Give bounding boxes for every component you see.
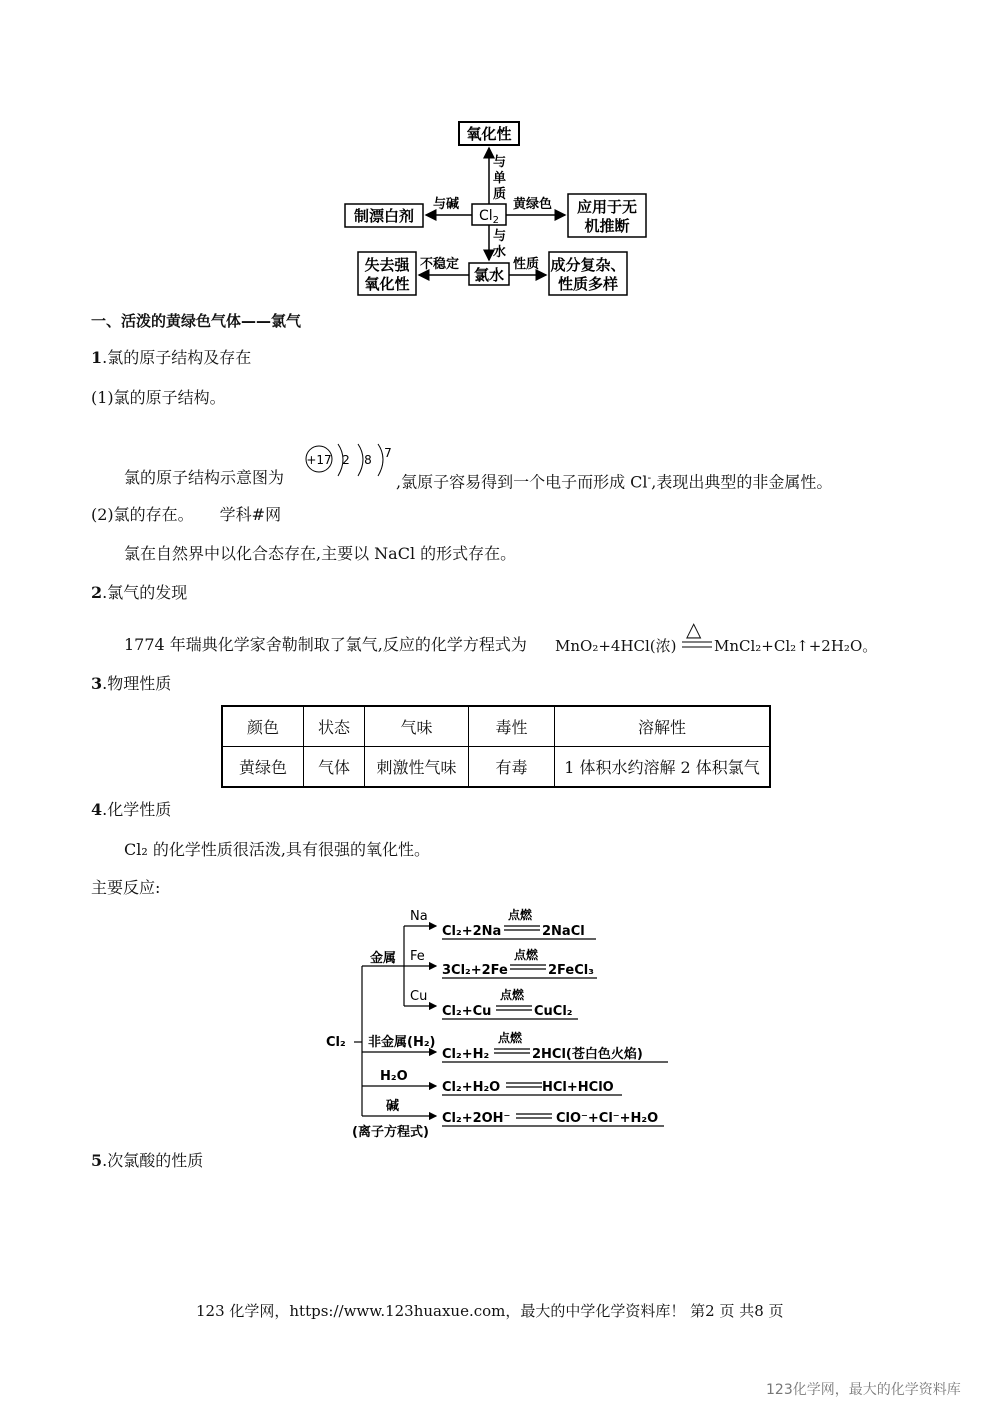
tree-metal: 金属 [370,951,397,966]
th-solubility: 溶解性 [555,706,771,747]
s1-title-text: .氯的原子结构及存在 [102,348,252,367]
physical-properties-table [221,705,771,788]
edge-right: 黄绿色 [513,197,553,212]
box-inference-line2: 机推断 [584,217,630,235]
td-toxicity: 有毒 [469,747,555,788]
s2-num: 2 [91,583,103,602]
td-color: 黄绿色 [222,747,304,788]
edge-bottom-2: 水 [493,245,507,260]
edge-bottom-1: 与 [493,229,507,244]
s3-title-text: .物理性质 [102,674,172,693]
edge-bottom-left: 不稳定 [420,257,460,272]
atom-diagram [302,440,394,482]
atom-nucleus: +17 [306,453,332,467]
atom-charge: - [647,471,652,484]
s2-eq-sign [682,640,712,650]
tree-root: Cl₂ [326,1035,346,1050]
th-state: 状态 [304,706,365,747]
r2-left: 3Cl₂+2Fe [442,963,508,978]
box-lose-line2: 氧化性 [364,275,410,293]
edge-top-3: 质 [493,187,507,202]
s1-num: 1 [91,348,103,367]
edge-bottom-right: 性质 [513,257,540,272]
r5-right: HCl+HClO [542,1080,614,1095]
edge-top-2: 单 [493,171,507,186]
edge-top-1: 与 [493,155,507,170]
atom-end: ,表现出典型的非金属性。 [651,472,833,492]
watermark: 123化学网，最大的化学资料库 [766,1382,961,1398]
s2-eq-left: MnO₂+4HCl(浓) [555,637,677,655]
th-odor: 气味 [365,706,469,747]
s1-sub2-note: 学科#网 [219,505,282,524]
reaction-tree [320,900,680,1145]
r4-right: 2HCl(苍白色火焰) [532,1047,643,1062]
r1-left: Cl₂+2Na [442,924,502,939]
tree-fe: Fe [410,949,425,964]
r3-left: Cl₂+Cu [442,1004,492,1019]
box-lose-line1: 失去强 [364,256,410,274]
r3-right: CuCl₂ [534,1004,573,1019]
r1-cond: 点燃 [508,908,533,922]
r2-right: 2FeCl₃ [548,963,594,978]
atom-shell-2: 8 [364,453,372,467]
box-oxidizing-label: 氧化性 [466,125,512,143]
td-solubility: 1 体积水约溶解 2 体积氯气 [555,747,771,788]
r5-left: Cl₂+H₂O [442,1080,501,1095]
concept-map [330,115,670,300]
tree-ionic: (离子方程式) [352,1125,429,1140]
atom-prefix: 氯的原子结构示意图为 [124,468,285,487]
s1-sub1: (1)氯的原子结构。 [91,388,226,407]
tree-nonmetal: 非金属(H₂) [368,1035,436,1050]
th-color: 颜色 [222,706,304,747]
tree-cu: Cu [410,989,428,1004]
s1-exist: 氯在自然界中以化合态存在,主要以 NaCl 的形式存在。 [124,544,517,563]
box-complex-line1: 成分复杂、 [550,256,626,274]
s4-title-text: .化学性质 [102,800,172,819]
s2-text: 1774 年瑞典化学家舍勒制取了氯气,反应的化学方程式为 [124,635,527,654]
s2-eq-right [714,636,877,656]
r6-left: Cl₂+2OH⁻ [442,1111,511,1126]
r1-right: 2NaCl [542,924,585,939]
atom-suffix [396,468,832,492]
box-chlorine-water-label: 氯水 [473,266,505,284]
s4-title [91,800,171,820]
tree-h2o: H₂O [380,1069,408,1084]
r2-cond: 点燃 [514,948,539,962]
s3-title [91,674,171,694]
tree-na: Na [410,909,428,924]
s1-sub2-text: (2)氯的存在。 [91,505,194,524]
s2-eq-cond: △ [686,617,702,641]
s5-title [91,1151,203,1171]
r6-right: ClO⁻+Cl⁻+H₂O [556,1111,659,1126]
td-state: 气体 [304,747,365,788]
s4-main-label: 主要反应: [91,878,161,897]
section-title: 一、活泼的黄绿色气体——氯气 [91,312,302,330]
s4-desc: Cl₂ 的化学性质很活泼,具有很强的氧化性。 [124,840,430,859]
page-footer: 123 化学网，https://www.123huaxue.com，最大的中学化学资料库！ 第2 页 共8 页 [196,1302,784,1320]
s2-title-text: .氯气的发现 [102,583,188,602]
edge-left: 与碱 [433,197,460,212]
box-bleach-label: 制漂白剂 [353,207,415,225]
table-header-row [222,706,770,747]
box-inference-line1: 应用于无 [576,198,638,216]
atom-suffix-text: ,氯原子容易得到一个电子而形成 Cl [396,472,648,492]
s3-num: 3 [91,674,103,693]
s4-num: 4 [91,800,103,819]
s5-title-text: .次氯酸的性质 [102,1151,204,1170]
r4-left: Cl₂+H₂ [442,1047,490,1062]
r4-cond: 点燃 [498,1031,523,1045]
box-center-label: $Cl_2$ [478,208,500,226]
s1-title [91,348,251,368]
atom-shell-1: 2 [342,453,350,467]
s2-eq-right-text: MnCl₂+Cl₂↑+2H₂O [714,637,863,655]
td-odor: 刺激性气味 [365,747,469,788]
table-row [222,747,770,788]
tree-base: 碱 [386,1099,400,1114]
box-complex-line2: 性质多样 [557,275,619,293]
s1-sub2 [91,505,281,525]
r3-cond: 点燃 [500,988,525,1002]
s2-eq-end: 。 [862,637,878,655]
atom-shell-3: 7 [384,446,392,460]
th-toxicity: 毒性 [469,706,555,747]
s2-title [91,583,187,603]
s5-num: 5 [91,1151,103,1170]
